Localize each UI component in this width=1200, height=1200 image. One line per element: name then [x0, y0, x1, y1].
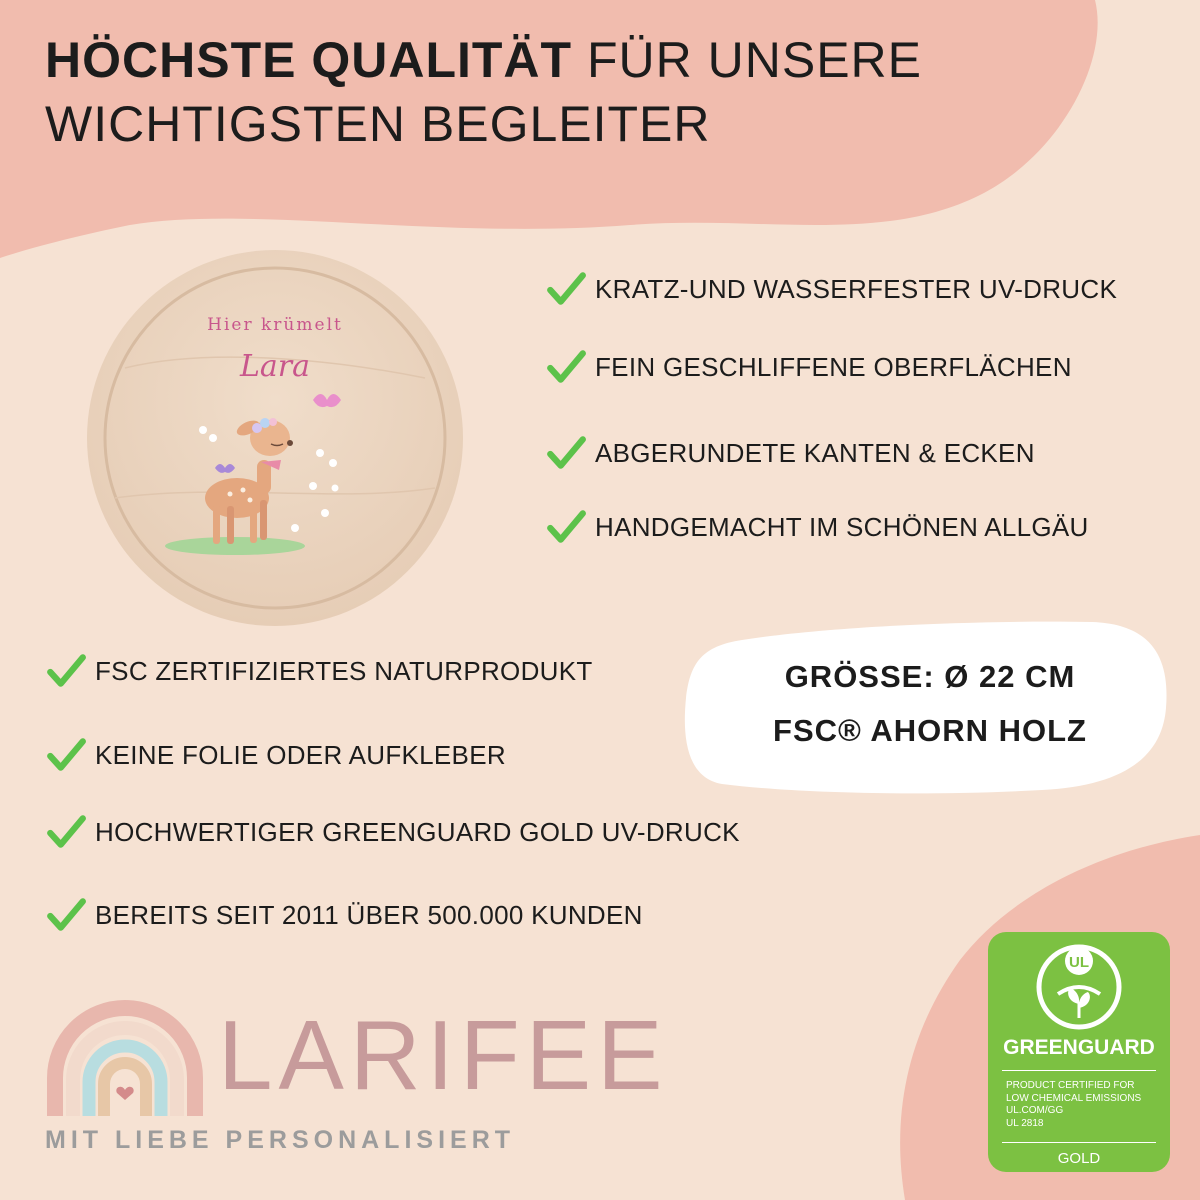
- certification-line: PRODUCT CERTIFIED FOR: [1006, 1080, 1135, 1091]
- checkmark-icon: [45, 650, 87, 692]
- greenguard-title: GREENGUARD: [1003, 1036, 1155, 1059]
- checkmark-icon: [45, 734, 87, 776]
- certification-line: UL.COM/GG: [1006, 1105, 1064, 1116]
- feature-label: ABGERUNDETE KANTEN & ECKEN: [595, 437, 1035, 468]
- checkmark-icon: [545, 432, 587, 474]
- checkmark-icon: [45, 894, 87, 936]
- divider: [1002, 1142, 1156, 1143]
- certification-level: GOLD: [1057, 1150, 1101, 1167]
- feature-label: FSC ZERTIFIZIERTES NATURPRODUKT: [95, 655, 593, 686]
- feature-label: HANDGEMACHT IM SCHÖNEN ALLGÄU: [595, 511, 1089, 542]
- feature-right-4: [545, 506, 1089, 548]
- rainbow-logo-icon: [45, 998, 205, 1118]
- feature-right-1: [545, 268, 1117, 310]
- feature-label: FEIN GESCHLIFFENE OBERFLÄCHEN: [595, 351, 1072, 382]
- ul-leaf-icon: [988, 932, 1170, 1032]
- checkmark-icon: [545, 506, 587, 548]
- certification-line: LOW CHEMICAL EMISSIONS: [1006, 1092, 1142, 1104]
- feature-label: KRATZ-UND WASSERFESTER UV-DRUCK: [595, 273, 1118, 304]
- wooden-plate-image: [85, 248, 465, 628]
- size-diameter: GRÖSSE: Ø 22 CM: [784, 659, 1076, 694]
- feature-left-4: [45, 894, 643, 936]
- checkmark-icon: [545, 346, 587, 388]
- plate-name: Lara: [239, 349, 311, 384]
- page-headline: [45, 28, 1145, 156]
- brand-tagline: MIT LIEBE PERSONALISIERT: [45, 1126, 516, 1154]
- feature-left-3: [45, 811, 740, 853]
- checkmark-icon: [45, 811, 87, 853]
- certification-text: [1006, 1080, 1141, 1130]
- certification-line: UL 2818: [1006, 1117, 1044, 1129]
- ul-mark: UL: [1069, 954, 1089, 971]
- feature-label: HOCHWERTIGER GREENGUARD GOLD UV-DRUCK: [95, 816, 740, 847]
- brand-name: LARIFEE: [218, 1000, 669, 1110]
- feature-right-3: [545, 432, 1035, 474]
- headline-bold: HÖCHSTE QUALITÄT: [45, 32, 573, 88]
- feature-right-2: [545, 346, 1072, 388]
- size-material: FSC® AHORN HOLZ: [773, 713, 1087, 748]
- size-info-text: [690, 650, 1170, 758]
- feature-label: KEINE FOLIE ODER AUFKLEBER: [95, 739, 506, 770]
- headline-rest: FÜR UNSERE: [572, 32, 923, 88]
- headline-line-2: WICHTIGSTEN BEGLEITER: [45, 96, 711, 152]
- checkmark-icon: [545, 268, 587, 310]
- divider: [1002, 1070, 1156, 1071]
- feature-left-2: [45, 734, 506, 776]
- headline-line-1: [45, 28, 1145, 92]
- greenguard-badge: [988, 932, 1170, 1172]
- feature-left-1: [45, 650, 593, 692]
- feature-label: BEREITS SEIT 2011 ÜBER 500.000 KUNDEN: [95, 899, 643, 930]
- plate-greeting: Hier krümelt: [207, 315, 343, 335]
